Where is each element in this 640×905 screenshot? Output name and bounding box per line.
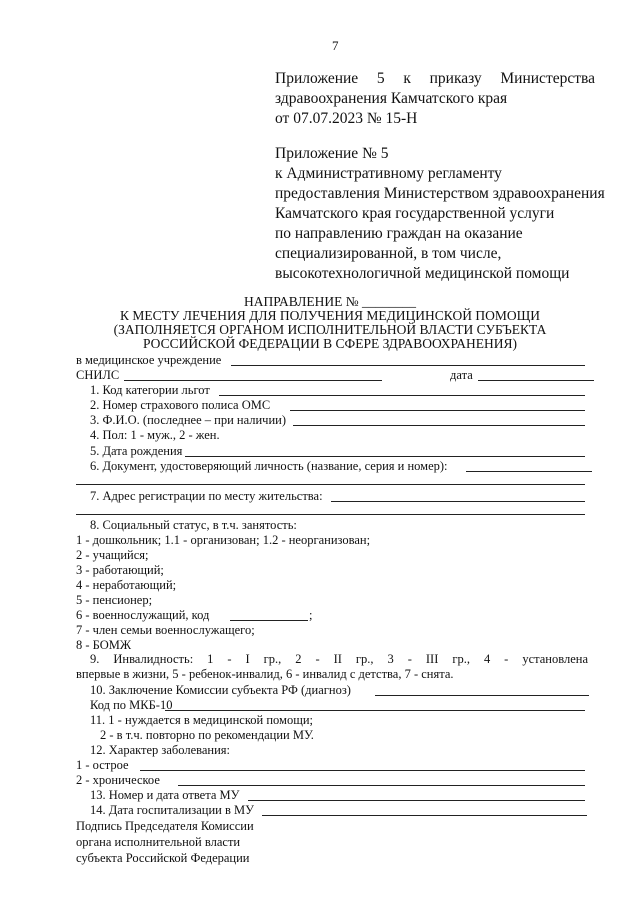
form-title-line: РОССИЙСКОЙ ФЕДЕРАЦИИ В СФЕРЕ ЗДРАВООХРАНЕНИЯ) — [143, 336, 517, 351]
appendix-order-line3: от 07.07.2023 № 15-Н — [275, 110, 418, 127]
status-option: 3 - работающий; — [76, 563, 164, 577]
appendix-reg-line: специализированной, в том числе, — [275, 245, 502, 262]
address-line[interactable] — [331, 501, 585, 502]
page-number: 7 — [332, 38, 339, 53]
insurance-policy-line[interactable] — [290, 410, 585, 411]
appendix-order-line2: здравоохранения Камчатского края — [275, 90, 508, 107]
appendix-reg-line: высокотехнологичной медицинской помощи — [275, 265, 570, 282]
status-option: 5 - пенсионер; — [76, 593, 153, 607]
disability-label: 9. Инвалидность: 1 - I гр., 2 - II гр., 3 - III гр., 4 - установлена — [90, 652, 588, 666]
full-name-line[interactable] — [293, 425, 585, 426]
mkb-code-line[interactable] — [165, 710, 585, 711]
snils-label: СНИЛС — [76, 368, 120, 382]
hospitalization-date-line[interactable] — [262, 815, 587, 816]
address-line-2[interactable] — [76, 514, 585, 515]
birth-date-label: 5. Дата рождения — [90, 444, 183, 458]
status-option: 2 - учащийся; — [76, 548, 149, 562]
signature-line: Подпись Председателя Комиссии — [76, 819, 254, 833]
id-document-label: 6. Документ, удостоверяющий личность (название, серия и номер): — [90, 459, 448, 473]
form-title-line: К МЕСТУ ЛЕЧЕНИЯ ДЛЯ ПОЛУЧЕНИЯ МЕДИЦИНСКОЙ ПОМОЩИ — [120, 308, 540, 323]
signature-line: субъекта Российской Федерации — [76, 851, 250, 865]
form-title: НАПРАВЛЕНИЕ № ________ — [243, 294, 417, 309]
med-institution-label: в медицинское учреждение — [76, 353, 222, 367]
hospitalization-date-label: 14. Дата госпитализации в МУ — [90, 803, 254, 817]
appendix-order-line1: Приложение 5 к приказу Министерства — [275, 70, 595, 87]
acute-label: 1 - острое — [76, 758, 129, 772]
status-option: 1 - дошкольник; 1.1 - организован; 1.2 - неорганизован; — [76, 533, 371, 547]
appendix-reg-line: к Административному регламенту — [275, 165, 502, 182]
full-name-label: 3. Ф.И.О. (последнее – при наличии) — [90, 413, 287, 427]
benefit-code-label: 1. Код категории льгот — [90, 383, 210, 397]
disease-nature-label: 12. Характер заболевания: — [90, 743, 231, 757]
appendix-reg-line: Камчатского края государственной услуги — [275, 205, 555, 222]
status-option: 8 - БОМЖ — [76, 638, 132, 652]
acute-line[interactable] — [140, 770, 585, 771]
appendix-reg-line: по направлению граждан на оказание — [275, 225, 523, 242]
id-document-line-2[interactable] — [76, 484, 585, 485]
social-status-label: 8. Социальный статус, в т.ч. занятость: — [90, 518, 297, 532]
commission-conclusion-line[interactable] — [375, 695, 589, 696]
appendix-reg-line: Приложение № 5 — [275, 145, 389, 162]
status-option: 4 - неработающий; — [76, 578, 177, 592]
benefit-code-line[interactable] — [219, 395, 585, 396]
mkb-code-label: Код по МКБ-10 — [90, 698, 173, 712]
address-label: 7. Адрес регистрации по месту жительства: — [90, 489, 323, 503]
military-code-line[interactable] — [230, 620, 308, 621]
status-option: 7 - член семьи военнослужащего; — [76, 623, 255, 637]
form-title-line: (ЗАПОЛНЯЕТСЯ ОРГАНОМ ИСПОЛНИТЕЛЬНОЙ ВЛАСТИ СУБЪЕКТА — [113, 322, 547, 337]
signature-line: органа исполнительной власти — [76, 835, 241, 849]
date-label: дата — [450, 368, 473, 382]
date-line[interactable] — [478, 380, 594, 381]
med-institution-line[interactable] — [231, 365, 585, 366]
chronic-line[interactable] — [178, 785, 585, 786]
appendix-reg-line: предоставления Министерством здравоохранения — [275, 185, 605, 202]
status-option-military: 6 - военнослужащий, код — [76, 608, 210, 622]
birth-date-line[interactable] — [185, 456, 585, 457]
sex-label: 4. Пол: 1 - муж., 2 - жен. — [90, 428, 220, 442]
snils-line[interactable] — [124, 380, 382, 381]
need-care-repeat-label: 2 - в т.ч. повторно по рекомендации МУ. — [100, 728, 314, 742]
chronic-label: 2 - хроническое — [76, 773, 160, 787]
id-document-line[interactable] — [466, 471, 592, 472]
insurance-policy-label: 2. Номер страхового полиса ОМС — [90, 398, 271, 412]
commission-conclusion-label: 10. Заключение Комиссии субъекта РФ (диагноз) — [90, 683, 351, 697]
semicolon: ; — [309, 608, 313, 622]
disability-label-cont: впервые в жизни, 5 - ребенок-инвалид, 6 - инвалид с детства, 7 - снята. — [76, 667, 454, 681]
response-number-line[interactable] — [248, 800, 585, 801]
need-care-label: 11. 1 - нуждается в медицинской помощи; — [90, 713, 313, 727]
response-number-label: 13. Номер и дата ответа МУ — [90, 788, 240, 802]
